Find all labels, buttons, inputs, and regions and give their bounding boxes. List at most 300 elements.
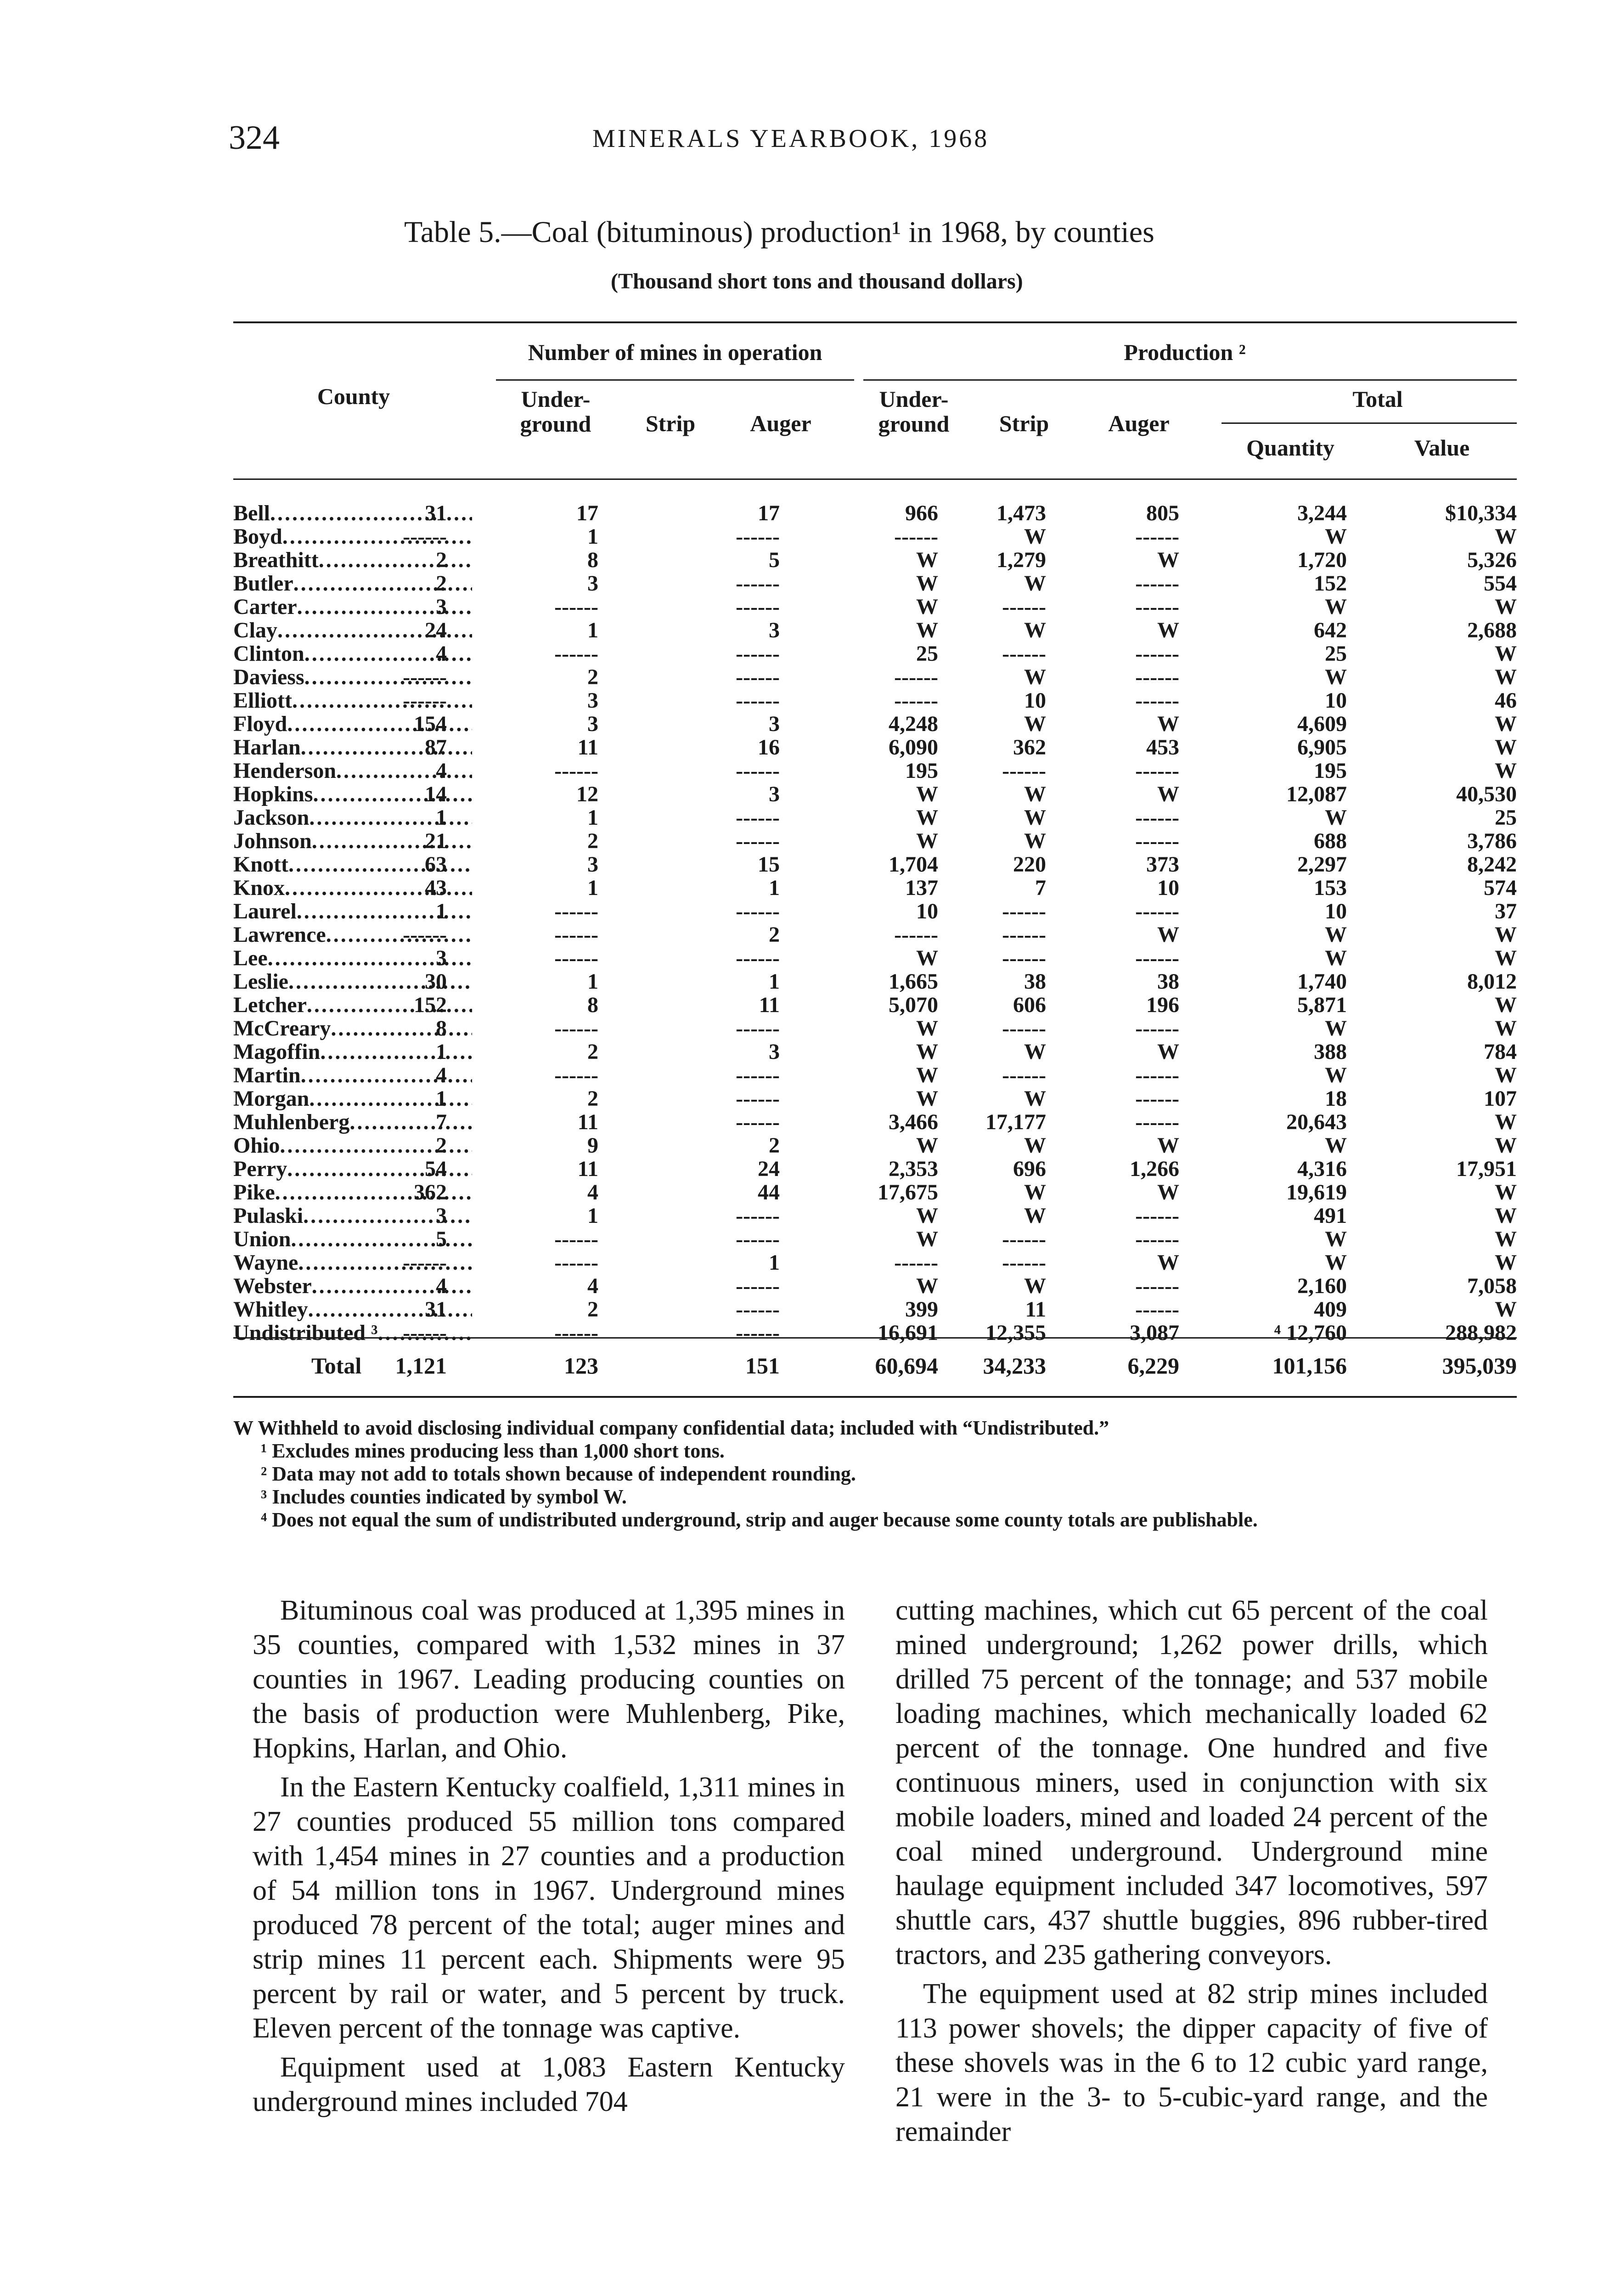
total-quantity: 20,643 (1286, 1110, 1347, 1134)
total-quantity: W (1325, 923, 1347, 947)
total-quantity: 3,244 (1297, 501, 1347, 525)
county-name: Whitley ..... (233, 1297, 472, 1322)
total-value: W (1495, 1133, 1517, 1158)
county-name: Morgan ..... (233, 1086, 472, 1111)
total-value: 7,058 (1467, 1274, 1517, 1298)
mines-underground: 21 (425, 829, 447, 853)
total-value: 574 (1484, 876, 1517, 900)
production-auger: ------ (1135, 642, 1179, 666)
production-underground: W (916, 1227, 938, 1251)
mines-strip: 2 (587, 829, 598, 853)
mines-auger: 1 (769, 876, 780, 900)
production-auger: ------ (1135, 1204, 1179, 1228)
mines-auger: 2 (769, 1133, 780, 1158)
mines-auger: ------ (736, 829, 780, 853)
mines-strip: 3 (587, 712, 598, 736)
production-underground: W (916, 548, 938, 572)
total-value: 25 (1495, 805, 1517, 830)
county-name: Henderson ..... (233, 758, 472, 783)
production-auger: W (1157, 1250, 1179, 1275)
mines-strip: 1 (587, 618, 598, 642)
mines-underground: 362 (414, 1180, 447, 1204)
mines-auger: 1 (769, 1250, 780, 1275)
total-value: W (1495, 1016, 1517, 1041)
county-name: Lawrence ..... (233, 922, 472, 947)
mines-auger: ------ (736, 1110, 780, 1134)
production-auger: 3,087 (1130, 1321, 1179, 1345)
production-auger: ------ (1135, 1227, 1179, 1251)
mines-underground: 43 (425, 876, 447, 900)
total-production-strip: 34,233 (983, 1353, 1046, 1379)
production-strip: ------ (1002, 1016, 1046, 1041)
total-quantity: 18 (1325, 1086, 1347, 1111)
mines-auger: 3 (769, 712, 780, 736)
production-auger: ------ (1135, 595, 1179, 619)
total-value: W (1495, 524, 1517, 549)
mines-underground: 1 (436, 1040, 447, 1064)
mines-auger: ------ (736, 665, 780, 689)
table-row (233, 524, 1517, 547)
county-name: Johnson ..... (233, 828, 472, 854)
production-underground: ------ (894, 665, 938, 689)
mines-strip: 1 (587, 805, 598, 830)
production-underground: 16,691 (878, 1321, 938, 1345)
production-strip: 17,177 (985, 1110, 1046, 1134)
mines-strip: 2 (587, 1297, 598, 1322)
production-strip: 1,279 (996, 548, 1046, 572)
production-strip: 606 (1013, 993, 1046, 1017)
total-quantity: 6,905 (1297, 735, 1347, 760)
county-name: Pike ..... (233, 1180, 472, 1205)
production-underground: ------ (894, 524, 938, 549)
total-quantity: 1,720 (1297, 548, 1347, 572)
production-underground: 1,665 (889, 969, 938, 994)
production-auger: W (1157, 548, 1179, 572)
production-auger: ------ (1135, 688, 1179, 713)
production-auger: W (1157, 1180, 1179, 1204)
county-name: Daviess ..... (233, 664, 472, 690)
production-underground: W (916, 1274, 938, 1298)
production-underground: 399 (905, 1297, 938, 1322)
table-row (233, 641, 1517, 664)
mines-strip: 11 (577, 735, 598, 760)
total-quantity: W (1325, 1016, 1347, 1041)
total-value: 784 (1484, 1040, 1517, 1064)
production-strip: W (1024, 1274, 1046, 1298)
total-quantity: 10 (1325, 688, 1347, 713)
production-auger: ------ (1135, 1297, 1179, 1322)
county-name: Bell ..... (233, 501, 472, 526)
production-auger: W (1157, 618, 1179, 642)
mines-strip: ------ (554, 1250, 598, 1275)
total-production-auger: 6,229 (1127, 1353, 1179, 1379)
county-name: Letcher ..... (233, 992, 472, 1018)
county-name: Floyd ..... (233, 711, 472, 737)
total-quantity: 688 (1314, 829, 1347, 853)
mines-strip: 17 (576, 501, 598, 525)
mines-underground: 2 (436, 571, 447, 596)
total-quantity: 2,160 (1297, 1274, 1347, 1298)
production-underground: 4,248 (889, 712, 938, 736)
mines-strip: 3 (587, 852, 598, 877)
production-auger: ------ (1135, 1086, 1179, 1111)
production-strip: W (1024, 1086, 1046, 1111)
production-underground: 195 (905, 759, 938, 783)
county-name: Union ..... (233, 1227, 472, 1252)
total-value: 5,326 (1467, 548, 1517, 572)
total-value: W (1495, 1204, 1517, 1228)
production-strip: 220 (1013, 852, 1046, 877)
total-quantity: 101,156 (1272, 1353, 1347, 1379)
mines-strip: ------ (554, 1321, 598, 1345)
production-underground: W (916, 1063, 938, 1087)
mines-underground: 31 (425, 1297, 447, 1322)
production-underground: W (916, 805, 938, 830)
production-auger: W (1157, 712, 1179, 736)
total-quantity: W (1325, 1133, 1347, 1158)
production-group-rule (863, 379, 1517, 381)
total-value: W (1495, 923, 1517, 947)
production-strip: 7 (1035, 876, 1046, 900)
mines-strip: ------ (554, 899, 598, 923)
table-footnotes (233, 1417, 1514, 1531)
header-mines-underground: Under-ground (520, 386, 591, 437)
total-quantity: ⁴ 12,760 (1274, 1321, 1347, 1345)
mines-auger: 24 (758, 1157, 780, 1181)
county-name: Martin ..... (233, 1063, 472, 1088)
footnote-w: W Withheld to avoid disclosing individual company confidential data; included with “Undistributed.” (233, 1417, 1109, 1439)
production-strip: ------ (1002, 1063, 1046, 1087)
production-auger: W (1157, 1040, 1179, 1064)
production-strip: W (1024, 712, 1046, 736)
mines-auger: ------ (736, 642, 780, 666)
production-auger: 10 (1157, 876, 1179, 900)
table-top-rule (233, 321, 1517, 323)
county-name: Butler ..... (233, 571, 472, 596)
total-quantity: 195 (1314, 759, 1347, 783)
county-name: Leslie ..... (233, 969, 472, 994)
production-auger: 373 (1146, 852, 1179, 877)
production-strip: W (1024, 1204, 1046, 1228)
mines-auger: 15 (758, 852, 780, 877)
production-strip: ------ (1002, 595, 1046, 619)
mines-strip: 1 (587, 876, 598, 900)
page-number: 324 (229, 119, 280, 157)
mines-underground: ------ (403, 688, 447, 713)
total-value: W (1495, 1227, 1517, 1251)
mines-auger: 11 (759, 993, 780, 1017)
production-strip: ------ (1002, 642, 1046, 666)
mines-underground: 31 (425, 501, 447, 525)
mines-auger: 16 (758, 735, 780, 760)
mines-strip: 4 (587, 1180, 598, 1204)
production-underground: W (916, 1086, 938, 1111)
county-name: Laurel ..... (233, 899, 472, 924)
mines-auger: ------ (736, 1016, 780, 1041)
total-quantity: W (1325, 805, 1347, 830)
county-name: Breathitt ..... (233, 547, 472, 573)
production-underground: 137 (905, 876, 938, 900)
production-strip: 362 (1013, 735, 1046, 760)
table-row (233, 1109, 1517, 1133)
mines-auger: 2 (769, 923, 780, 947)
production-auger: 1,266 (1130, 1157, 1179, 1181)
production-strip: 12,355 (985, 1321, 1046, 1345)
mines-auger: 17 (758, 501, 780, 525)
mines-underground: 3 (436, 595, 447, 619)
production-strip: W (1024, 1180, 1046, 1204)
header-bottom-rule (233, 478, 1517, 480)
header-production-group: Production ² (1124, 339, 1246, 365)
table-row (233, 1203, 1517, 1227)
mines-underground: 152 (414, 993, 447, 1017)
total-quantity: 409 (1314, 1297, 1347, 1322)
mines-auger: 44 (758, 1180, 780, 1204)
production-strip: W (1024, 571, 1046, 596)
production-underground: 966 (905, 501, 938, 525)
mines-strip: 4 (587, 1274, 598, 1298)
county-name: Clinton ..... (233, 641, 472, 666)
mines-underground: ------ (403, 1321, 447, 1345)
total-quantity: 152 (1314, 571, 1347, 596)
mines-strip: ------ (554, 946, 598, 970)
mines-underground: 24 (425, 618, 447, 642)
footnote-2: ² Data may not add to totals shown because of independent rounding. (261, 1463, 856, 1485)
body-column-left (253, 1593, 845, 2124)
mines-strip: ------ (554, 642, 598, 666)
mines-strip: 1 (587, 969, 598, 994)
county-name: Wayne ..... (233, 1250, 472, 1275)
mines-auger: 5 (769, 548, 780, 572)
production-underground: ------ (894, 688, 938, 713)
production-strip: W (1024, 1133, 1046, 1158)
mines-auger: 3 (769, 1040, 780, 1064)
table-row (233, 1227, 1517, 1250)
total-value: 288,982 (1445, 1321, 1517, 1345)
table-row (233, 664, 1517, 688)
mines-auger: ------ (736, 595, 780, 619)
table-row (233, 501, 1517, 524)
total-value: W (1495, 735, 1517, 760)
production-underground: W (916, 1133, 938, 1158)
production-underground: W (916, 571, 938, 596)
production-auger: ------ (1135, 805, 1179, 830)
total-production-underground: 60,694 (875, 1353, 938, 1379)
paragraph: Bituminous coal was produced at 1,395 mines in 35 counties, compared with 1,532 mines in 37 counties in 1967. Leading producing counties on the basis of production were Muhlenberg, Pike, Hopkins, Harlan, and Ohio. (253, 1595, 845, 1764)
production-auger: ------ (1135, 829, 1179, 853)
production-auger: 805 (1146, 501, 1179, 525)
table-row (233, 594, 1517, 618)
production-strip: 10 (1024, 688, 1046, 713)
county-name: Knox ..... (233, 875, 472, 900)
total-quantity: 19,619 (1286, 1180, 1347, 1204)
production-strip: W (1024, 665, 1046, 689)
total-mines-underground: 1,121 (395, 1353, 447, 1379)
total-quantity: 5,871 (1297, 993, 1347, 1017)
total-value: W (1495, 1250, 1517, 1275)
mines-underground: ------ (403, 923, 447, 947)
table-subtitle: (Thousand short tons and thousand dollars) (611, 269, 1023, 293)
table-row (233, 992, 1517, 1016)
total-value: 8,242 (1467, 852, 1517, 877)
mines-underground: 3 (436, 1204, 447, 1228)
mines-strip: ------ (554, 923, 598, 947)
production-auger: ------ (1135, 1063, 1179, 1087)
table-row (233, 922, 1517, 945)
production-underground: W (916, 1016, 938, 1041)
county-name: Pulaski ..... (233, 1203, 472, 1228)
table-row (233, 875, 1517, 899)
mines-underground: 4 (436, 1274, 447, 1298)
header-total-group: Total (1352, 386, 1403, 412)
production-strip: W (1024, 618, 1046, 642)
production-strip: W (1024, 782, 1046, 806)
production-auger: ------ (1135, 524, 1179, 549)
mines-auger: ------ (736, 946, 780, 970)
mines-strip: 2 (587, 1040, 598, 1064)
table-row (233, 711, 1517, 735)
mines-auger: ------ (736, 571, 780, 596)
production-strip: ------ (1002, 1227, 1046, 1251)
table-row (233, 1250, 1517, 1273)
production-strip: ------ (1002, 899, 1046, 923)
total-value: 8,012 (1467, 969, 1517, 994)
mines-underground: 154 (414, 712, 447, 736)
total-value: $10,334 (1445, 501, 1517, 525)
total-quantity: 4,316 (1297, 1157, 1347, 1181)
total-quantity: W (1325, 1227, 1347, 1251)
county-name: Carter ..... (233, 594, 472, 619)
paragraph: Equipment used at 1,083 Eastern Kentucky underground mines included 704 (253, 2052, 845, 2117)
total-quantity: W (1325, 524, 1347, 549)
table-row (233, 1180, 1517, 1203)
production-underground: 17,675 (878, 1180, 938, 1204)
production-strip: ------ (1002, 923, 1046, 947)
running-head (0, 118, 1610, 155)
mines-underground: 87 (425, 735, 447, 760)
table-row (233, 1273, 1517, 1297)
county-name: McCreary ..... (233, 1016, 472, 1041)
total-quantity: W (1325, 946, 1347, 970)
table-row (233, 899, 1517, 922)
production-auger: ------ (1135, 571, 1179, 596)
production-auger: W (1157, 923, 1179, 947)
mines-auger: ------ (736, 805, 780, 830)
paragraph: The equipment used at 82 strip mines included 113 power shovels; the dipper capacity of five of these shovels was in the 6 to 12 cubic yard range, 21 were in the 3- to 5-cubic-yard range, and the remainder (895, 1978, 1488, 2147)
mines-underground: 54 (425, 1157, 447, 1181)
production-auger: ------ (1135, 1110, 1179, 1134)
mines-auger: 3 (769, 618, 780, 642)
table-row (233, 782, 1517, 805)
total-value: W (1495, 595, 1517, 619)
mines-underground: 4 (436, 642, 447, 666)
county-name: Hopkins ..... (233, 782, 472, 807)
production-underground: 5,070 (889, 993, 938, 1017)
total-value: W (1495, 1297, 1517, 1322)
total-quantity: W (1325, 595, 1347, 619)
total-quantity: 642 (1314, 618, 1347, 642)
table-row (233, 1133, 1517, 1156)
mines-underground: ------ (403, 665, 447, 689)
mines-group-rule (496, 379, 854, 381)
production-underground: W (916, 1204, 938, 1228)
table-row (233, 688, 1517, 711)
total-value: W (1495, 712, 1517, 736)
mines-auger: ------ (736, 1297, 780, 1322)
county-name: Lee ..... (233, 945, 472, 971)
table-row (233, 1297, 1517, 1320)
total-value: 554 (1484, 571, 1517, 596)
mines-auger: 3 (769, 782, 780, 806)
total-quantity: 491 (1314, 1204, 1347, 1228)
table-row (233, 1016, 1517, 1039)
mines-underground: 63 (425, 852, 447, 877)
production-underground: 25 (916, 642, 938, 666)
mines-strip: 8 (587, 548, 598, 572)
production-underground: 2,353 (889, 1157, 938, 1181)
production-underground: ------ (894, 1250, 938, 1275)
mines-strip: ------ (554, 759, 598, 783)
mines-underground: 2 (436, 1133, 447, 1158)
total-value: W (1495, 1063, 1517, 1087)
header-production-auger: Auger (1108, 411, 1170, 436)
mines-underground: 1 (436, 1086, 447, 1111)
county-name: Ohio ..... (233, 1133, 472, 1158)
mines-underground: 8 (436, 1016, 447, 1041)
table-row (233, 1086, 1517, 1109)
total-value: W (1495, 1110, 1517, 1134)
mines-underground: 1 (436, 899, 447, 923)
table-row (233, 1156, 1517, 1180)
county-name: Boyd ..... (233, 524, 472, 549)
total-quantity: 4,609 (1297, 712, 1347, 736)
total-quantity: W (1325, 665, 1347, 689)
mines-underground: 30 (425, 969, 447, 994)
production-auger: ------ (1135, 899, 1179, 923)
table-bottom-rule (233, 1396, 1517, 1398)
county-name: Harlan ..... (233, 735, 472, 760)
table-row (233, 969, 1517, 992)
table-row (233, 805, 1517, 828)
mines-underground: 2 (436, 548, 447, 572)
total-value: W (1495, 642, 1517, 666)
mines-auger: ------ (736, 1274, 780, 1298)
mines-underground: ------ (403, 524, 447, 549)
table-row (233, 758, 1517, 782)
production-strip: ------ (1002, 1250, 1046, 1275)
total-quantity: 2,297 (1297, 852, 1347, 877)
header-mines-strip: Strip (645, 411, 696, 436)
production-strip: ------ (1002, 946, 1046, 970)
mines-strip: 2 (587, 665, 598, 689)
table-row (233, 547, 1517, 571)
mines-strip: 11 (577, 1157, 598, 1181)
total-value: W (1495, 946, 1517, 970)
production-auger: ------ (1135, 946, 1179, 970)
production-strip: 38 (1024, 969, 1046, 994)
table-row (233, 852, 1517, 875)
mines-strip: 8 (587, 993, 598, 1017)
total-value: 46 (1495, 688, 1517, 713)
county-name: Webster ..... (233, 1273, 472, 1299)
county-name: Magoffin ..... (233, 1039, 472, 1064)
table-row (233, 571, 1517, 594)
mines-underground: 5 (436, 1227, 447, 1251)
production-auger: 38 (1157, 969, 1179, 994)
total-value: 107 (1484, 1086, 1517, 1111)
production-auger: W (1157, 1133, 1179, 1158)
mines-auger: ------ (736, 1227, 780, 1251)
